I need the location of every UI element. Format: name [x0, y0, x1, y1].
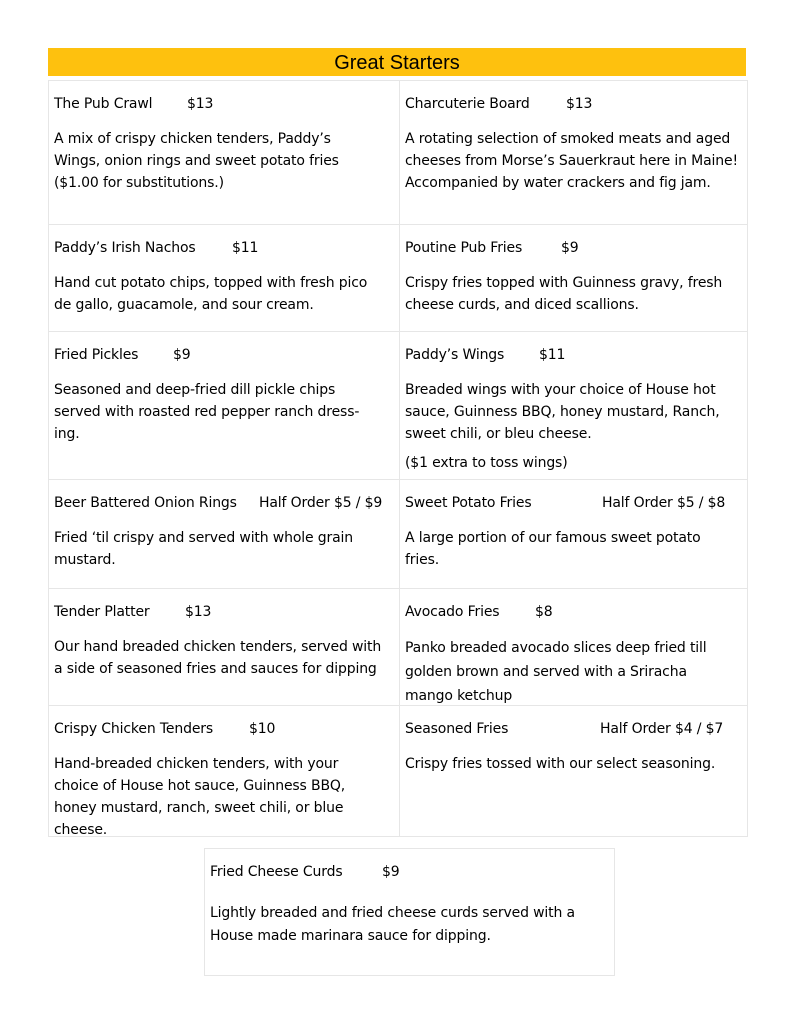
item-description: Breaded wings with your choice of House hot sauce, Guinness BBQ, honey mustard, Ranch, sweet chili, or bleu cheese.	[405, 382, 720, 442]
item-price: $10	[249, 721, 276, 737]
menu-item-fried-pickles	[48, 331, 400, 480]
item-name: Fried Cheese Curds	[210, 864, 343, 880]
item-price: Half Order $4 / $7	[600, 721, 724, 737]
item-description: Our hand breaded chicken tenders, served with a side of seasoned fries and sauces for dipping	[54, 639, 382, 677]
menu-item-irish-nachos	[48, 224, 400, 332]
item-name: Sweet Potato Fries	[405, 495, 532, 511]
item-price: $8	[535, 604, 553, 620]
item-price: $13	[187, 96, 214, 112]
item-name: Crispy Chicken Tenders	[54, 721, 214, 737]
item-price: $9	[382, 864, 400, 880]
item-price: Half Order $5 / $8	[602, 495, 726, 511]
menu-item-onion-rings	[48, 479, 400, 589]
menu-item-seasoned-fries	[399, 705, 748, 837]
item-description: Hand-breaded chicken tenders, with your choice of House hot sauce, Guinness BBQ, honey mustard, ranch, sweet chili, or blue cheese.	[54, 756, 346, 838]
menu-item-poutine-pub-fries	[399, 224, 748, 332]
section-title: Great Starters	[48, 48, 746, 76]
menu-item-avocado-fries	[399, 588, 748, 706]
item-description: Seasoned and deep-fried dill pickle chips served with roasted red pepper ranch dress-ing.	[54, 382, 360, 442]
item-price: $13	[185, 604, 212, 620]
item-price: Half Order $5 / $9	[259, 495, 383, 511]
item-description: Hand cut potato chips, topped with fresh pico de gallo, guacamole, and sour cream.	[54, 275, 368, 313]
item-name: The Pub Crawl	[54, 96, 153, 112]
menu-item-paddys-wings	[399, 331, 748, 480]
item-note: ($1 extra to toss wings)	[405, 455, 568, 471]
menu-item-crispy-chicken-tenders	[48, 705, 400, 837]
menu-item-fried-cheese-curds	[204, 848, 615, 976]
item-name: Seasoned Fries	[405, 721, 509, 737]
item-description: Lightly breaded and fried cheese curds served with a House made marinara sauce for dipping.	[210, 905, 575, 944]
item-name: Beer Battered Onion Rings	[54, 495, 237, 511]
item-name: Avocado Fries	[405, 604, 500, 620]
item-name: Fried Pickles	[54, 347, 139, 363]
item-name: Paddy’s Wings	[405, 347, 505, 363]
item-price: $11	[232, 240, 259, 256]
menu-item-pub-crawl	[48, 80, 400, 225]
item-name: Paddy’s Irish Nachos	[54, 240, 196, 256]
item-price: $13	[566, 96, 593, 112]
item-name: Tender Platter	[54, 604, 150, 620]
menu-item-charcuterie-board	[399, 80, 748, 225]
item-price: $9	[173, 347, 191, 363]
item-description: Fried ‘til crispy and served with whole grain mustard.	[54, 530, 353, 568]
item-price: $9	[561, 240, 579, 256]
item-description: Crispy fries tossed with our select seasoning.	[405, 756, 716, 772]
item-name: Charcuterie Board	[405, 96, 530, 112]
item-description: Panko breaded avocado slices deep fried till golden brown and served with a Sriracha mango ketchup	[405, 640, 707, 704]
item-price: $11	[539, 347, 566, 363]
item-description: A large portion of our famous sweet potato fries.	[405, 530, 701, 568]
item-description: A mix of crispy chicken tenders, Paddy’s Wings, onion rings and sweet potato fries ($1.00 for substitutions.)	[54, 131, 339, 191]
item-name: Poutine Pub Fries	[405, 240, 523, 256]
item-description: Crispy fries topped with Guinness gravy, fresh cheese curds, and diced scallions.	[405, 275, 723, 313]
menu-item-tender-platter	[48, 588, 400, 706]
menu-item-sweet-potato-fries	[399, 479, 748, 589]
item-description: A rotating selection of smoked meats and aged cheeses from Morse’s Sauerkraut here in Maine! Accompanied by water crackers and fig jam.	[405, 131, 738, 191]
